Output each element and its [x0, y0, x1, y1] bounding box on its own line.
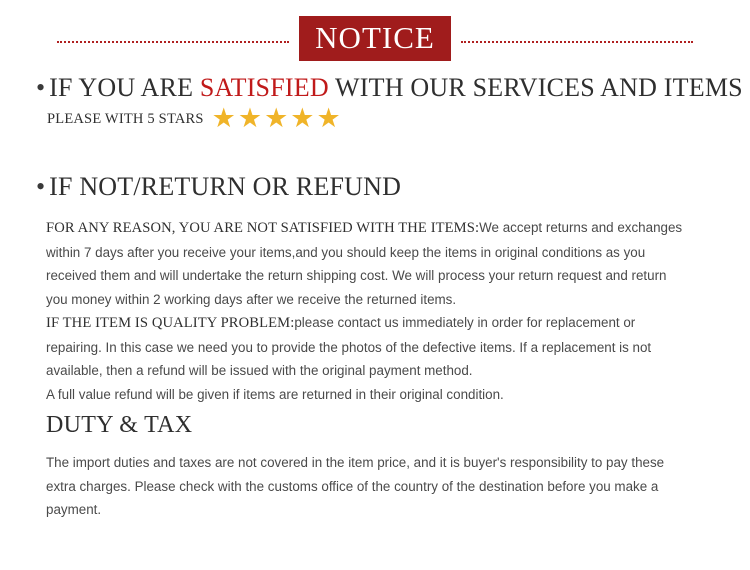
return-policy-body — [46, 216, 684, 406]
duty-tax-body — [46, 451, 684, 522]
notice-badge: NOTICE — [299, 16, 451, 61]
return-paragraph-3: A full value refund will be given if items are returned in their original condition. — [46, 386, 504, 402]
return-text-1: We accept returns and exchanges within 7 days after you receive your items,and you should keep the items in original conditions as you received them and will undertake the return shipping cost. We will process your return request and return you money within 2 working days after we receive the returned items. — [46, 220, 683, 307]
notice-header — [0, 18, 750, 58]
dotted-rule-right — [461, 41, 693, 43]
return-paragraph-2 — [46, 311, 684, 383]
dotted-rule-left — [57, 41, 289, 43]
return-heading-text: IF NOT/RETURN OR REFUND — [49, 172, 402, 201]
return-paragraph-1 — [46, 216, 684, 311]
duty-tax-paragraph: The import duties and taxes are not covered in the item price, and it is buyer's responsibility to pay these extra charges. Please check with the customs office of the country of the destination before you make a payment. — [46, 455, 665, 517]
duty-tax-heading: DUTY & TAX — [46, 412, 193, 438]
return-lead-2: IF THE ITEM IS QUALITY PROBLEM: — [46, 315, 295, 331]
bullet-icon: • — [36, 172, 46, 201]
stars-line — [47, 103, 343, 133]
satisfied-heading — [36, 73, 743, 103]
return-lead-1: FOR ANY REASON, YOU ARE NOT SATISFIED WITH THE ITEMS: — [46, 220, 480, 236]
return-heading — [36, 172, 401, 202]
return-text-2: please contact us immediately in order for replacement or repairing. In this case we need you to provide the photos of the defective items. If a replacement is not available, then a refund will be issued with the original payment method. — [46, 315, 652, 378]
star-rating-icon: ★★★★★ — [211, 103, 343, 133]
satisfied-heading-before: IF YOU ARE — [49, 73, 200, 102]
bullet-icon: • — [36, 73, 46, 102]
satisfied-heading-highlight: SATISFIED — [199, 73, 329, 102]
satisfied-heading-after: WITH OUR SERVICES AND ITEMS — [328, 73, 743, 102]
stars-label: PLEASE WITH 5 STARS — [47, 111, 204, 127]
satisfied-heading-text — [49, 73, 743, 103]
